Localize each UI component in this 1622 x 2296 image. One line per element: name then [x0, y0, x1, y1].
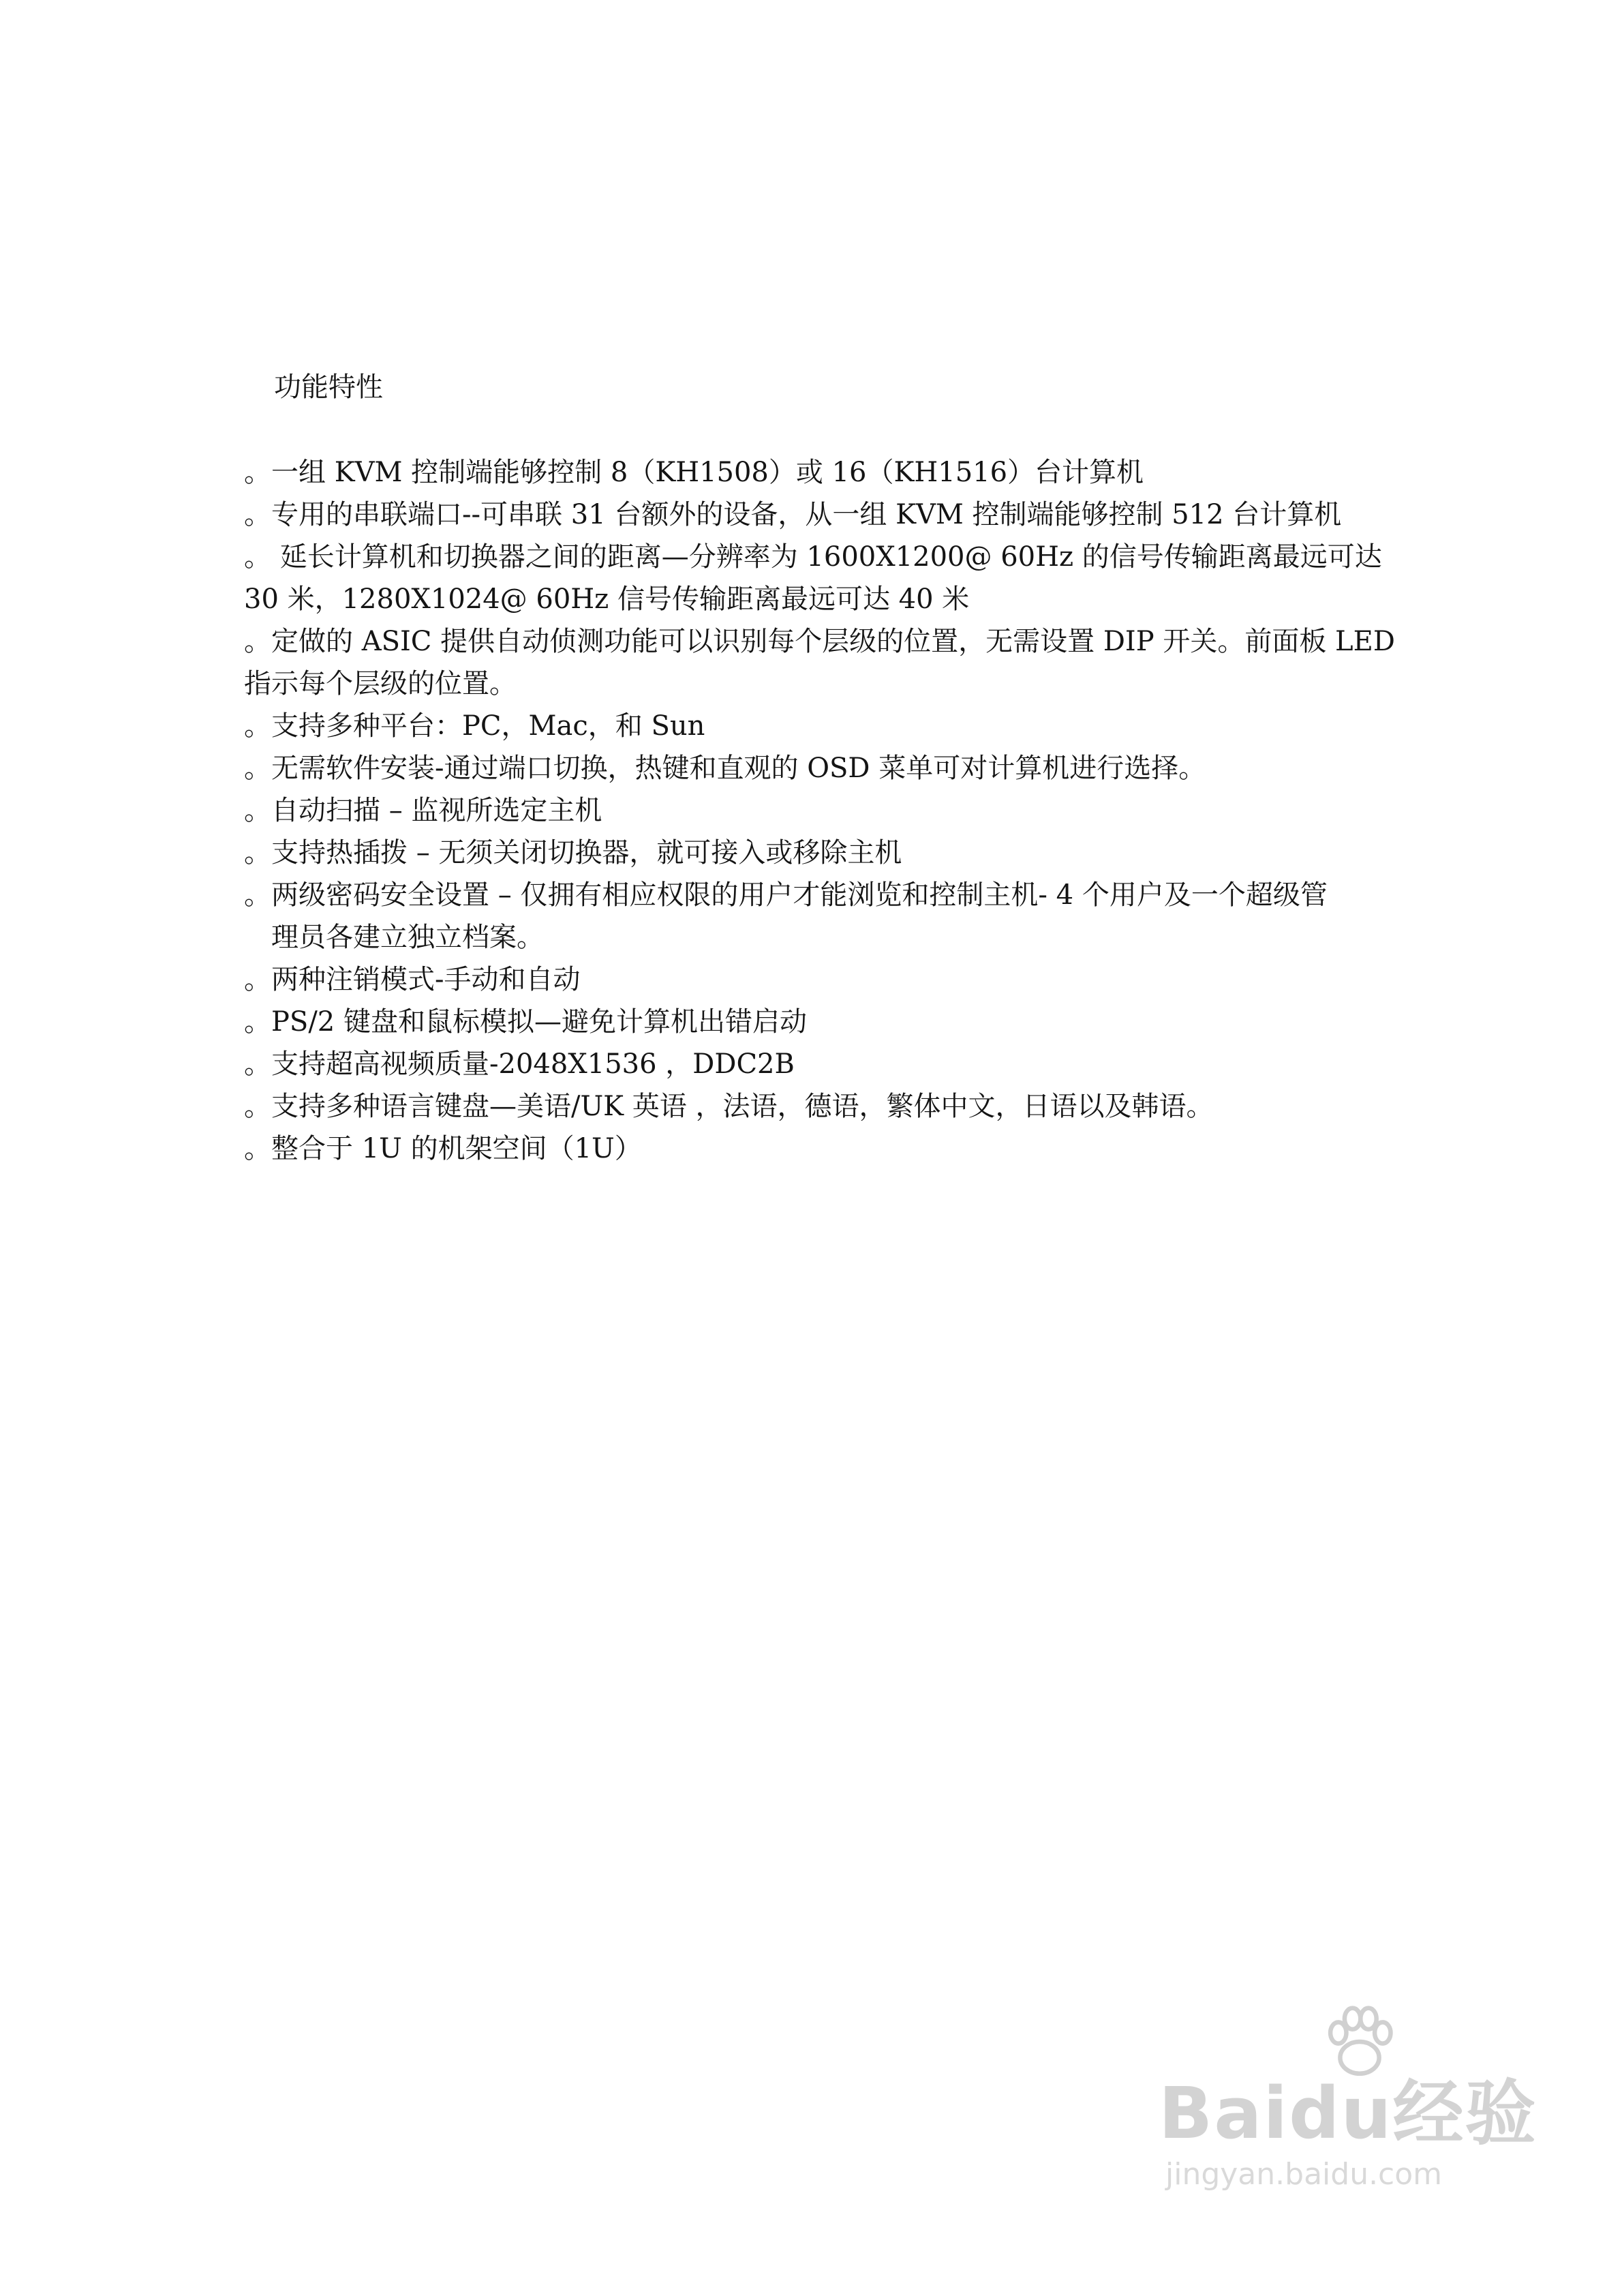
- feature-item: [244, 1001, 1403, 1043]
- feature-item: [244, 789, 1403, 832]
- watermark-logo-text: Baidu经验: [1159, 2072, 1537, 2155]
- feature-list: [244, 451, 1403, 1170]
- feature-item: [244, 958, 1403, 1001]
- feature-text: 。支持多种语言键盘—美语/UK 英语 ，法语，德语，繁体中文，日语以及韩语。: [244, 1091, 1214, 1122]
- feature-item: [244, 1043, 1403, 1085]
- feature-text-continued: 理员各建立独立档案。: [271, 922, 544, 953]
- section-heading: 功能特性: [274, 372, 383, 403]
- feature-text-continued: 指示每个层级的位置。: [244, 668, 517, 699]
- feature-item: [244, 874, 1403, 958]
- feature-item: [244, 747, 1403, 789]
- feature-text: 。整合于 1U 的机架空间（1U）: [244, 1133, 642, 1164]
- watermark-url: jingyan.baidu.com: [1165, 2157, 1443, 2192]
- feature-item: [244, 494, 1403, 536]
- feature-text: 。两级密码安全设置 – 仅拥有相应权限的用户才能浏览和控制主机- 4 个用户及一个超级管: [244, 879, 1328, 911]
- feature-text: 。自动扫描 – 监视所选定主机: [244, 795, 602, 826]
- feature-text: 。支持热插拨 – 无须关闭切换器，就可接入或移除主机: [244, 837, 902, 868]
- feature-item: [244, 536, 1403, 620]
- feature-item: [244, 620, 1403, 705]
- feature-text-continued: 30 米，1280X1024@ 60Hz 信号传输距离最远可达 40 米: [244, 584, 970, 615]
- feature-text: 。 延长计算机和切换器之间的距离—分辨率为 1600X1200@ 60Hz 的信号传输距离最远可达: [244, 541, 1382, 573]
- feature-item: [244, 705, 1403, 747]
- feature-item: [244, 1128, 1403, 1170]
- feature-text: 。一组 KVM 控制端能够控制 8（KH1508）或 16（KH1516）台计算机: [244, 457, 1144, 488]
- feature-text: 。支持多种平台：PC，Mac，和 Sun: [244, 710, 705, 742]
- feature-text: 。定做的 ASIC 提供自动侦测功能可以识别每个层级的位置，无需设置 DIP 开关。前面板 LED: [244, 626, 1395, 657]
- feature-text: 。PS/2 键盘和鼠标模拟—避免计算机出错启动: [244, 1006, 807, 1038]
- feature-item: [244, 1085, 1403, 1128]
- feature-text: 。无需软件安装-通过端口切换，热键和直观的 OSD 菜单可对计算机进行选择。: [244, 753, 1206, 784]
- feature-item: [244, 451, 1403, 494]
- baidu-jingyan-watermark: [1159, 1997, 1567, 2195]
- feature-text: 。支持超高视频质量-2048X1536 ，DDC2B: [244, 1048, 795, 1080]
- feature-text: 。两种注销模式-手动和自动: [244, 964, 581, 995]
- feature-text: 。专用的串联端口--可串联 31 台额外的设备，从一组 KVM 控制端能够控制 512 台计算机: [244, 499, 1342, 530]
- feature-item: [244, 832, 1403, 874]
